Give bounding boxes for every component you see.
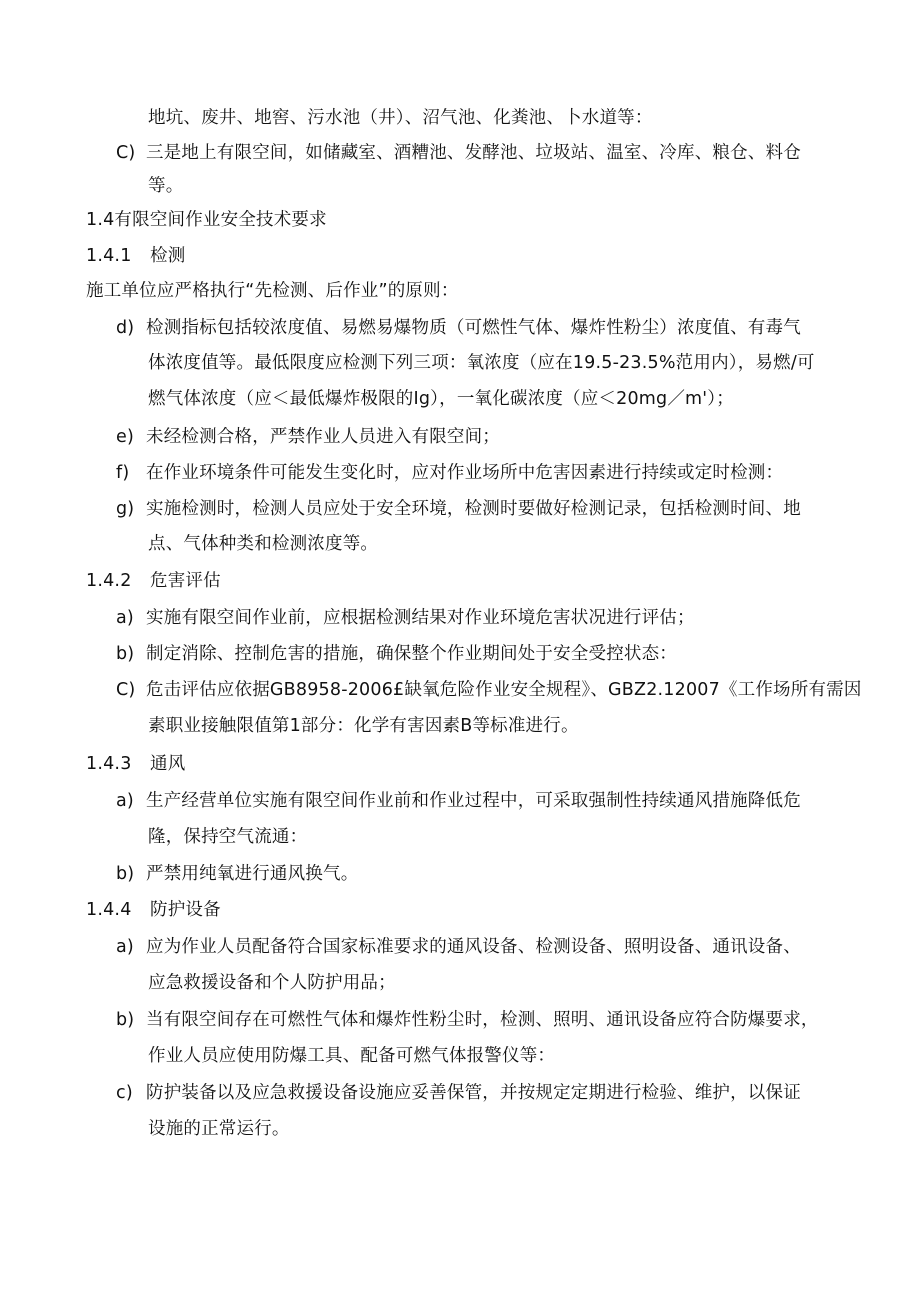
paragraph-text: 体浓度值等。最低限度应检测下列三项：氧浓度（应在19.5-23.5%范用内），易燃/可 — [148, 353, 815, 373]
section-number: 1.4.3 — [86, 754, 132, 774]
list-marker: b) — [116, 644, 135, 664]
list-item-a-4-line2 — [148, 971, 396, 995]
paragraph-text: 应急救援设备和个人防护用品； — [148, 973, 396, 993]
list-marker: c) — [116, 1083, 133, 1103]
paragraph-text: 作业人员应使用防爆工具、配备可燃气体报警仪等： — [148, 1046, 556, 1066]
paragraph-text: 施工单位应严格执行“先检测、后作业”的原则： — [86, 281, 459, 301]
paragraph-text: 检测指标包括较浓度值、易燃易爆物质（可燃性气体、爆炸性粉尘）浓度值、有毒气 — [146, 318, 801, 338]
paragraph-text: 设施的正常运行。 — [148, 1119, 290, 1139]
section-title: 防护设备 — [150, 900, 221, 920]
list-item-a-2 — [116, 606, 695, 630]
list-item-g-line2 — [148, 532, 378, 556]
list-marker: b) — [116, 864, 135, 884]
paragraph-text: 在作业环境条件可能发生变化时，应对作业场所中危害因素进行持续或定时检测： — [146, 463, 784, 483]
list-item-c-2 — [116, 678, 862, 702]
paragraph-text: 实施有限空间作业前，应根据检测结果对作业环境危害状况进行评估； — [146, 608, 695, 628]
paragraph-text: 未经检测合格，严禁作业人员进入有限空间； — [146, 427, 500, 447]
section-heading-1-4-1 — [86, 244, 185, 268]
list-item-b-3 — [116, 862, 358, 886]
paragraph-text: 应为作业人员配备符合国家标准要求的通风设备、检测设备、照明设备、通讯设备、 — [146, 937, 801, 957]
list-marker: f) — [116, 463, 130, 483]
list-marker: a) — [116, 791, 134, 811]
list-item-c-4-line2 — [148, 1117, 290, 1141]
list-item-c-line2 — [148, 174, 183, 198]
list-item-d-line3 — [148, 387, 734, 411]
list-item-d — [116, 316, 801, 340]
paragraph-text: 生产经营单位实施有限空间作业前和作业过程中，可采取强制性持续通风措施降低危 — [146, 791, 801, 811]
list-item-c — [116, 141, 801, 165]
list-marker: a) — [116, 608, 134, 628]
section-title: 检测 — [150, 246, 186, 266]
list-item-a-3-line2 — [148, 825, 307, 849]
section-number: 1.4.1 — [86, 246, 132, 266]
paragraph-text: 实施检测时，检测人员应处于安全环境，检测时要做好检测记录，包括检测时间、地 — [146, 499, 801, 519]
list-item-b-4 — [116, 1008, 819, 1032]
paragraph-text: 燃气体浓度（应＜最低爆炸极限的Ig），一氧化碳浓度（应＜20mg／m'）； — [148, 389, 734, 409]
section-number: 1.4.2 — [86, 571, 132, 591]
section-title: 1.4有限空间作业安全技术要求 — [86, 210, 327, 230]
list-item-c-4 — [116, 1081, 801, 1105]
section-heading-1-4-4 — [86, 898, 221, 922]
paragraph-text: 点、气体种类和检测浓度等。 — [148, 534, 379, 554]
section-heading-1-4-3 — [86, 752, 185, 776]
list-marker: d) — [116, 318, 135, 338]
list-marker: a) — [116, 937, 134, 957]
list-item-continuation — [148, 106, 653, 130]
list-item-f — [116, 461, 783, 485]
section-heading-1-4-2 — [86, 569, 221, 593]
paragraph-text: 防护装备以及应急救援设备设施应妥善保管，并按规定定期进行检验、维护，以保证 — [146, 1083, 801, 1103]
paragraph-text: 制定消除、控制危害的措施，确保整个作业期间处于安全受控状态： — [146, 644, 677, 664]
list-item-a-4 — [116, 935, 801, 959]
list-item-d-line2 — [148, 351, 815, 375]
section-title: 通风 — [150, 754, 186, 774]
paragraph-text: 素职业接触限值第1部分：化学有害因素B等标准进行。 — [148, 716, 579, 736]
paragraph-text: 地坑、废井、地窖、污水池（井）、沼气池、化粪池、卜水道等： — [148, 108, 653, 128]
paragraph-text: 隆，保持空气流通： — [148, 827, 308, 847]
paragraph-text: 三是地上有限空间，如储藏室、酒糟池、发酵池、垃圾站、温室、冷库、粮仓、料仓 — [146, 143, 801, 163]
paragraph-text: 等。 — [148, 176, 184, 196]
paragraph-text: 严禁用纯氧进行通风换气。 — [146, 864, 359, 884]
section-number: 1.4.4 — [86, 900, 132, 920]
list-marker: g) — [116, 499, 135, 519]
list-marker: C) — [116, 680, 136, 700]
list-marker: C) — [116, 143, 136, 163]
section-title: 危害评估 — [150, 571, 221, 591]
list-item-a-3 — [116, 789, 801, 813]
list-item-b-2 — [116, 642, 677, 666]
list-item-g — [116, 497, 801, 521]
list-item-b-4-line2 — [148, 1044, 555, 1068]
list-item-e — [116, 425, 500, 449]
list-item-c-2-line2 — [148, 714, 579, 738]
list-marker: b) — [116, 1010, 135, 1030]
section-heading-1-4 — [86, 208, 327, 232]
list-marker: e) — [116, 427, 134, 447]
paragraph-text: 当有限空间存在可燃性气体和爆炸性粉尘时，检测、照明、通讯设备应符合防爆要求， — [146, 1010, 819, 1030]
intro-paragraph — [86, 279, 459, 303]
paragraph-text: 危击评估应依据GB8958-2006£缺氧危险作业安全规程》、GBZ2.12007《工作场所有需因 — [146, 680, 862, 700]
